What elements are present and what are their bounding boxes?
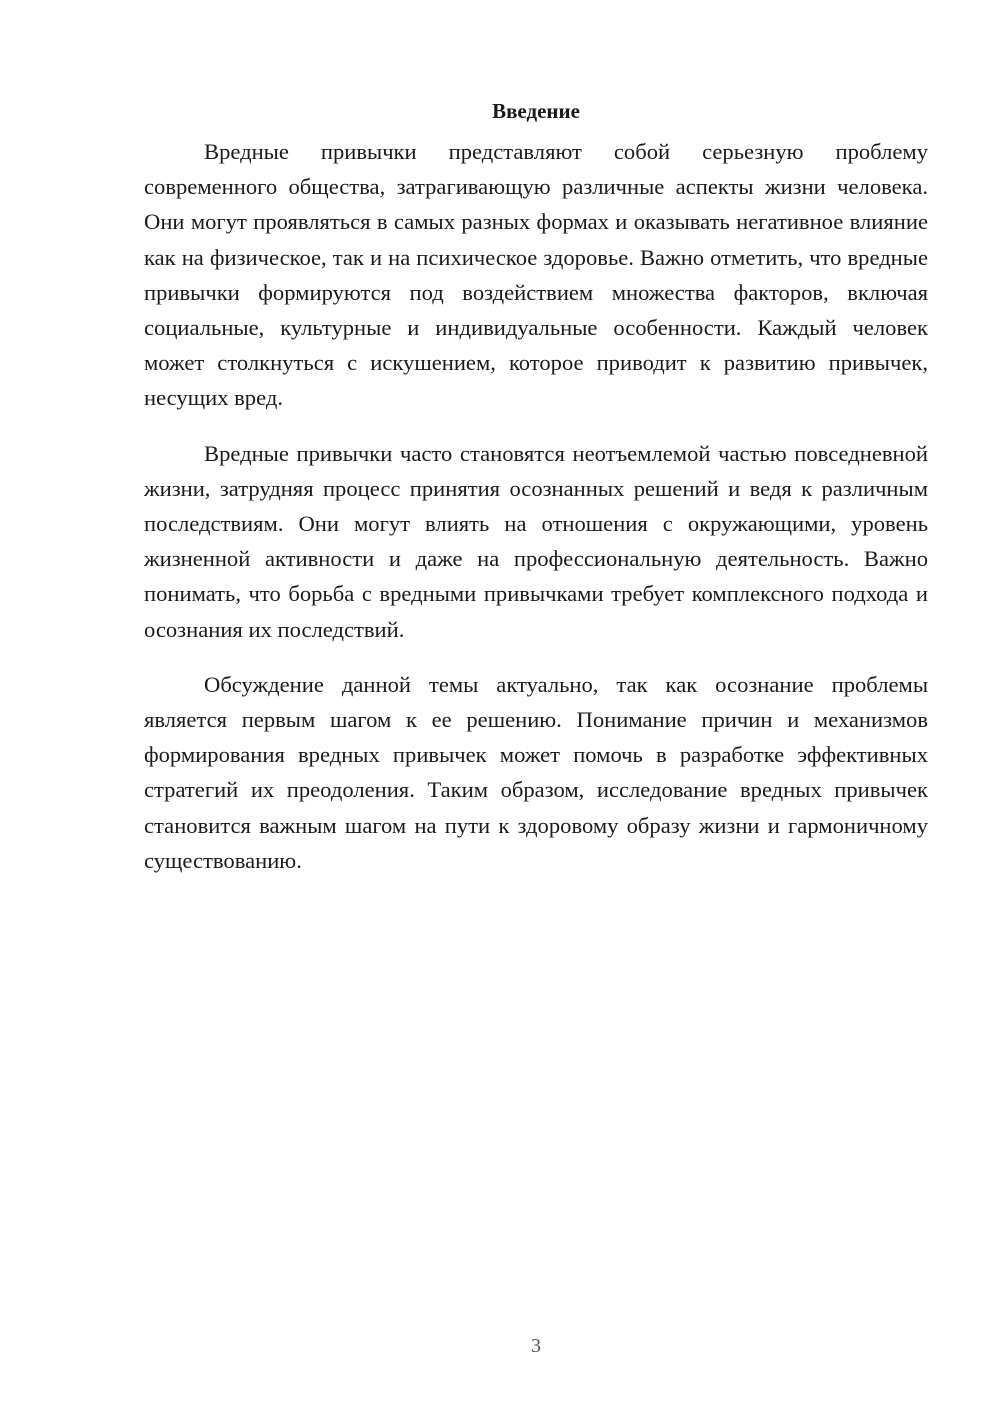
page-content [144,90,928,898]
paragraph-2: Вредные привычки часто становятся неотъемлемой частью повседневной жизни, затрудняя процесс принятия осознанных решений и ведя к различным последствиям. Они могут влиять на отношения с окружающими, уровень жизненной активности и даже на профессиональную деятельность. Важно понимать, что борьба с вредными привычками требует комплексного подхода и осознания их последствий. [144,440,928,642]
page-number: 3 [531,1335,541,1357]
section-heading: Введение [492,99,580,123]
paragraph-1: Вредные привычки представляют собой серьезную проблему современного общества, затрагивающую различные аспекты жизни человека. Они могут проявляться в самых разных формах и оказывать негативное влияние как на физическое, так и на психическое здоровье. Важно отметить, что вредные привычки формируются под воздействием множества факторов, включая социальные, культурные и индивидуальные особенности. Каждый человек может столкнуться с искушением, которое приводит к развитию привычек, несущих вред. [144,139,928,411]
paragraph-3: Обсуждение данной темы актуально, так как осознание проблемы является первым шагом к ее решению. Понимание причин и механизмов формирования вредных привычек может помочь в разработке эффективных стратегий их преодоления. Таким образом, исследование вредных привычек становится важным шагом на пути к здоровому образу жизни и гармоничному существованию. [144,671,928,873]
